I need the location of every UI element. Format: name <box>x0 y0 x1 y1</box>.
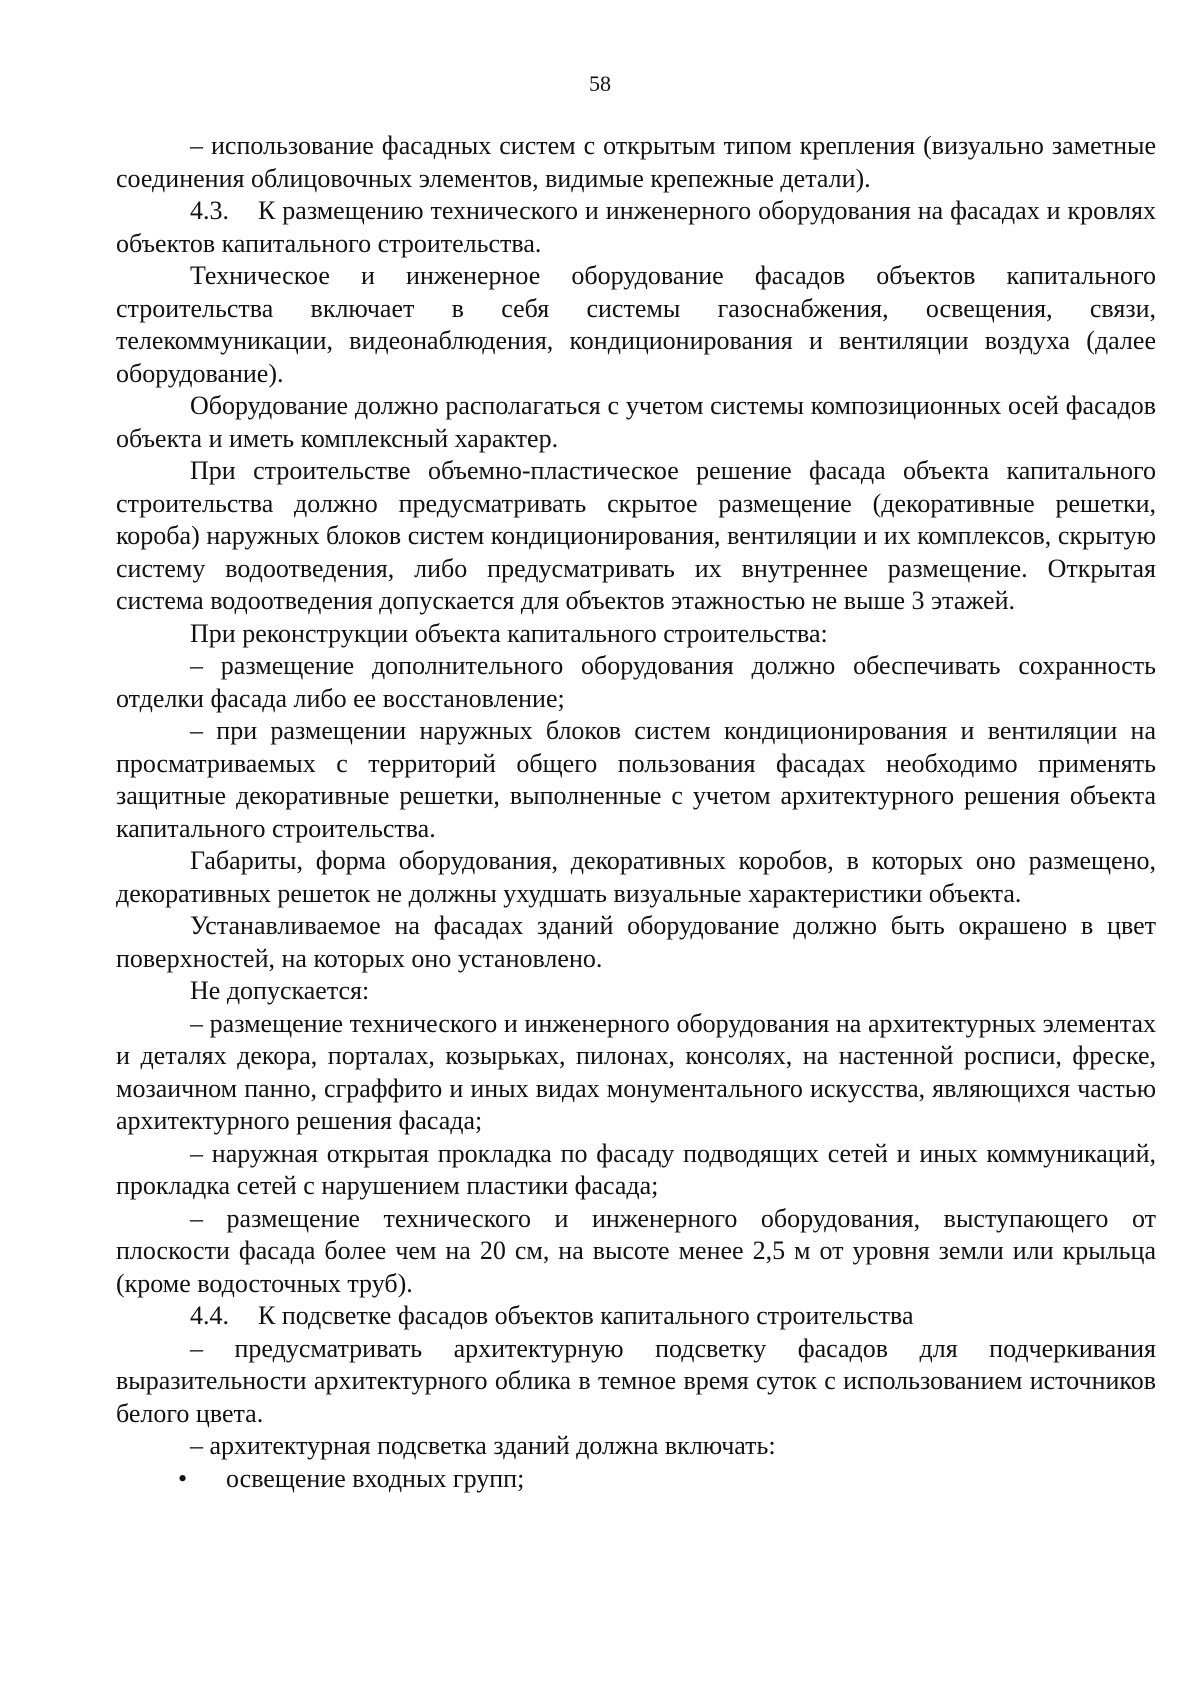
list-item-outdoor-units <box>116 715 1156 845</box>
dash-marker: – <box>190 1138 212 1168</box>
paragraph-text: При реконструкции объекта капитального строительства: <box>190 618 828 648</box>
paragraph-construction <box>116 455 1156 618</box>
list-item-additional-equipment <box>116 650 1156 715</box>
dash-marker: – <box>190 651 221 680</box>
page-number: 58 <box>589 71 611 96</box>
bullet-item-entrance-lighting <box>116 1463 1156 1496</box>
section-heading-4-4 <box>116 1300 1156 1333</box>
paragraph-text: предусматривать архитектурную подсветку фасадов для подчеркивания выразительности архитектурного облика в темное время суток с использованием источников белого цвета. <box>116 1333 1156 1428</box>
paragraph-text: размещение дополнительного оборудования должно обеспечивать сохранность отделки фасада либо ее восстановление; <box>116 651 1156 713</box>
paragraph-text: Габариты, форма оборудования, декоративных коробов, в которых оно размещено, декоративных решеток не должны ухудшать визуальные характеристики объекта. <box>116 846 1156 908</box>
paragraph-text: при размещении наружных блоков систем кондиционирования и вентиляции на просматриваемых с территорий общего пользования фасадах необходимо применять защитные декоративные решетки, выполненные с учетом архитектурного решения объекта капитального строительства. <box>116 716 1157 843</box>
paragraph-text: Оборудование должно располагаться с учетом системы композиционных осей фасадов объекта и иметь комплексный характер. <box>116 391 1156 453</box>
dash-marker: – <box>190 131 212 160</box>
paragraph-text: наружная открытая прокладка по фасаду подводящих сетей и иных коммуникаций, прокладка сетей с нарушением пластики фасада; <box>116 1138 1156 1200</box>
paragraph-equipment-definition <box>116 260 1156 390</box>
section-number: 4.4. <box>190 1301 229 1330</box>
list-item-lighting-includes <box>116 1430 1156 1463</box>
document-body <box>116 130 1156 1495</box>
list-item-protruding-equipment <box>116 1203 1156 1301</box>
paragraph-text: размещение технического и инженерного оборудования, выступающего от плоскости фасада более чем на 20 см, на высоте менее 2,5 м от уровня земли или крыльца (кроме водосточных труб). <box>116 1203 1156 1298</box>
paragraph-facade-systems <box>116 130 1156 195</box>
paragraph-not-allowed <box>116 975 1156 1008</box>
list-item-open-networks <box>116 1138 1156 1203</box>
dash-marker: – <box>190 1333 235 1363</box>
section-number: 4.3. <box>190 196 229 225</box>
dash-marker: – <box>190 716 217 745</box>
paragraph-text: размещение технического и инженерного оборудования на архитектурных элементах и деталях декора, порталах, козырьках, пилонах, консолях, на настенной росписи, фреске, мозаичном панно, сграффито и иных видах монументального искусства, являющихся частью архитектурного решения фасада; <box>116 1008 1156 1135</box>
paragraph-text: Устанавливаемое на фасадах зданий оборудование должно быть окрашено в цвет поверхностей, на которых оно установлено. <box>116 911 1156 973</box>
section-heading-text: К размещению технического и инженерного оборудования на фасадах и кровлях объектов капитального строительства. <box>116 196 1156 258</box>
list-item-decor-elements <box>116 1008 1156 1138</box>
paragraph-text: Не допускается: <box>190 976 370 1005</box>
section-heading-4-3 <box>116 195 1156 260</box>
dash-marker: – <box>190 1203 227 1233</box>
paragraph-painting <box>116 910 1156 975</box>
bullet-text: освещение входных групп; <box>226 1463 525 1493</box>
paragraph-reconstruction <box>116 618 1156 651</box>
dash-marker: – <box>190 1431 210 1460</box>
paragraph-dimensions <box>116 845 1156 910</box>
paragraph-text: При строительстве объемно-пластическое решение фасада объекта капитального строительства должно предусматривать скрытое размещение (декоративные решетки, короба) наружных блоков систем кондиционирования, вентиляции и их комплексов, скрытую систему водоотведения, либо предусматривать их внутреннее размещение. Открытая система водоотведения допускается для объектов этажностью не выше 3 этажей. <box>116 456 1156 615</box>
bullet-icon: • <box>178 1463 188 1493</box>
paragraph-text: архитектурная подсветка зданий должна включать: <box>209 1431 776 1460</box>
paragraph-composition-axes <box>116 390 1156 455</box>
dash-marker: – <box>190 1008 210 1038</box>
paragraph-text: использование фасадных систем с открытым типом крепления (визуально заметные соединения облицовочных элементов, видимые крепежные детали). <box>116 131 1156 193</box>
list-item-architectural-lighting <box>116 1333 1156 1431</box>
section-heading-text: К подсветке фасадов объектов капитального строительства <box>258 1301 914 1330</box>
paragraph-text: Техническое и инженерное оборудование фасадов объектов капитального строительства включает в себя системы газоснабжения, освещения, связи, телекоммуникации, видеонаблюдения, кондиционирования и вентиляции воздуха (далее оборудование). <box>116 261 1156 388</box>
